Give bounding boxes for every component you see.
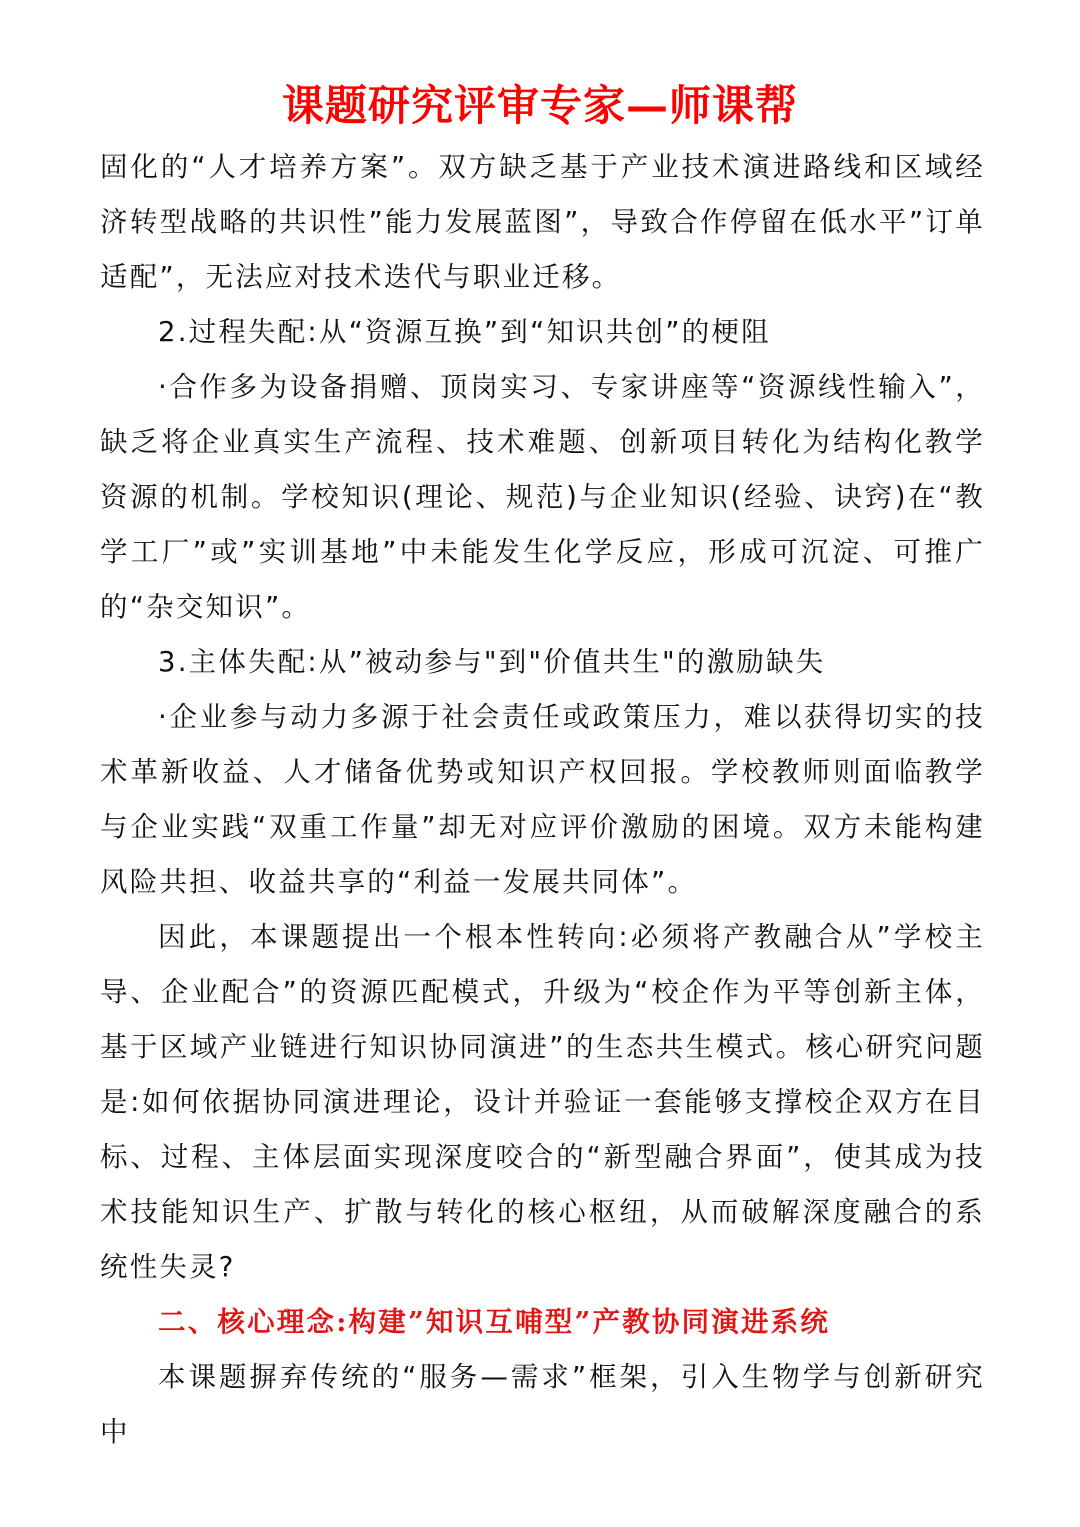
document-body xyxy=(100,140,985,1460)
paragraph-process-detail: ·合作多为设备捐赠、顶岗实习、专家讲座等“资源线性输入”，缺乏将企业真实生产流程、技术难题、创新项目转化为结构化教学资源的机制。学校知识(理论、规范)与企业知识(经验、诀窍)在“教学工厂”或”实训基地”中未能发生化学反应，形成可沉淀、可推广的“杂交知识”。 xyxy=(100,371,985,623)
subheading-process-mismatch: 2.过程失配:从“资源互换”到“知识共创”的梗阻 xyxy=(158,316,771,348)
paragraph-continuation: 固化的“人才培养方案”。双方缺乏基于产业技术演进路线和区域经济转型战略的共识性”能力发展蓝图”，导致合作停留在低水平”订单适配”，无法应对技术迭代与职业迁移。 xyxy=(100,151,985,293)
section-heading-core-concept: 二、核心理念:构建”知识互哺型”产教协同演进系统 xyxy=(158,1306,831,1338)
paragraph-core-concept: 本课题摒弃传统的“服务—需求”框架，引入生物学与创新研究中 xyxy=(100,1361,985,1448)
page-title: 课题研究评审专家—师课帮 xyxy=(281,81,798,130)
paragraph-subject-detail: ·企业参与动力多源于社会责任或政策压力，难以获得切实的技术革新收益、人才储备优势或知识产权回报。学校教师则面临教学与企业实践“双重工作量”却无对应评价激励的困境。双方未能构建风险共担、收益共享的“利益一发展共同体”。 xyxy=(100,701,985,898)
paragraph-research-question: 因此，本课题提出一个根本性转向:必须将产教融合从”学校主导、企业配合”的资源匹配模式，升级为“校企作为平等创新主体，基于区域产业链进行知识协同演进”的生态共生模式。核心研究问题是:如何依据协同演进理论，设计并验证一套能够支撑校企双方在目标、过程、主体层面实现深度咬合的“新型融合界面”，使其成为技术技能知识生产、扩散与转化的核心枢纽，从而破解深度融合的系统性失灵? xyxy=(100,921,985,1283)
subheading-subject-mismatch: 3.主体失配:从”被动参与"到"价值共生"的激励缺失 xyxy=(158,646,826,678)
